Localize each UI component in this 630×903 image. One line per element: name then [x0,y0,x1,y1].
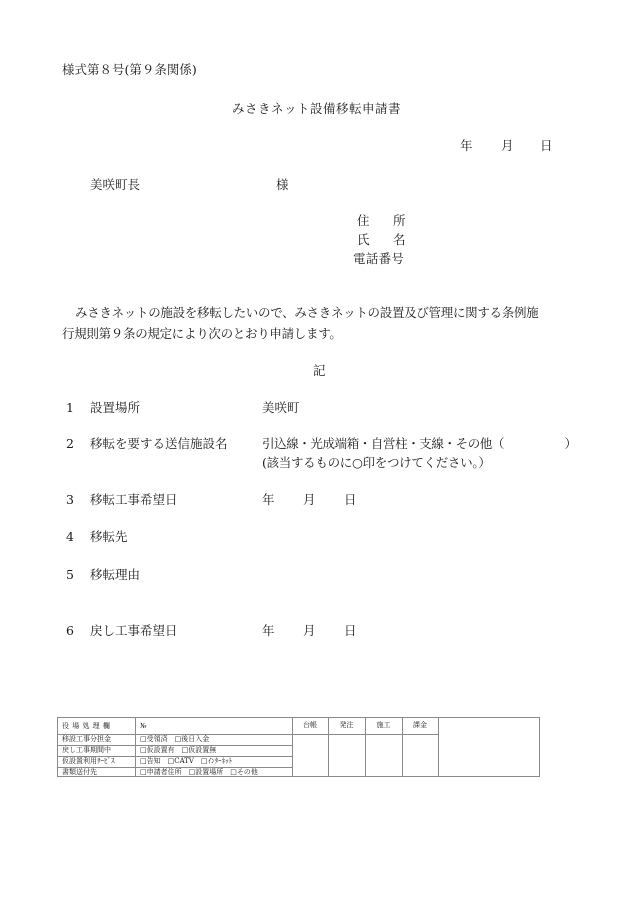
item-year-label: 年 [262,492,275,507]
item-year-label: 年 [262,623,275,638]
date-month-label: 月 [501,138,514,153]
office-row-options: □告知 □CATV □ｲﾝﾀｰﾈｯﾄ [140,757,233,765]
table-divider [438,718,439,776]
body-line-1: みさきネットの施設を移転したいので、みさきネットの設置及び管理に関する条例施 [75,305,539,320]
item-number: 6 [66,623,74,638]
name-label-1: 氏 [357,232,370,247]
phone-label: 電話番号 [353,251,405,266]
office-row-label: 書類送付先 [62,768,97,776]
item-label: 移転工事希望日 [90,492,178,507]
name-label-2: 名 [393,232,406,247]
ki-heading: 記 [313,363,326,378]
office-header-no: № [140,722,147,730]
addressee-name: 美咲町長 [90,177,141,192]
item-value: 美咲町 [262,400,300,415]
item-note: (該当するものに○印をつけてください。） [262,455,491,470]
date-year-label: 年 [460,138,473,153]
office-row-label: 戻し工事期間中 [62,746,111,754]
date-day-label: 日 [540,138,553,153]
addressee-honorific: 様 [276,177,289,192]
item-label: 移転理由 [90,567,141,582]
office-row-options: □申請者住所 □設置場所 □その他 [140,768,258,776]
item-month-label: 月 [303,492,316,507]
document-title: みさきネット設備移転申請書 [232,101,402,116]
address-label-2: 所 [393,213,406,228]
item-month-label: 月 [303,623,316,638]
office-use-table [57,717,540,777]
office-row-options: □受領済 □後日入金 [140,735,210,743]
item-number: 4 [66,529,74,544]
column-header-ledger: 台帳 [303,721,317,729]
item-number: 5 [66,567,74,582]
office-row-label: 移設工事分担金 [62,735,111,743]
item-label: 設置場所 [90,400,141,415]
form-number: 様式第８号(第９条関係) [62,62,197,77]
item-value: 引込線・光成端箱・自営柱・支線・その他（ ） [262,436,577,451]
column-header-construction: 施工 [376,721,391,729]
item-day-label: 日 [344,492,357,507]
body-line-2: 行規則第９条の規定により次のとおり申請します。 [62,326,342,341]
item-number: 3 [66,492,74,507]
item-label: 移転先 [90,529,128,544]
item-number: 1 [66,400,74,415]
column-header-order: 発注 [339,721,354,729]
item-label: 移転を要する送信施設名 [90,436,228,451]
office-header-label: 役 場 処 理 欄 [62,722,111,730]
address-label-1: 住 [357,213,370,228]
item-number: 2 [66,436,74,451]
office-row-options: □仮設置有 □仮設置無 [140,746,217,754]
office-row-label: 仮設置利用ｻｰﾋﾞｽ [62,757,115,765]
item-label: 戻し工事希望日 [90,623,178,638]
table-divider [292,734,438,735]
item-day-label: 日 [344,623,357,638]
column-header-billing: 課金 [413,721,427,729]
